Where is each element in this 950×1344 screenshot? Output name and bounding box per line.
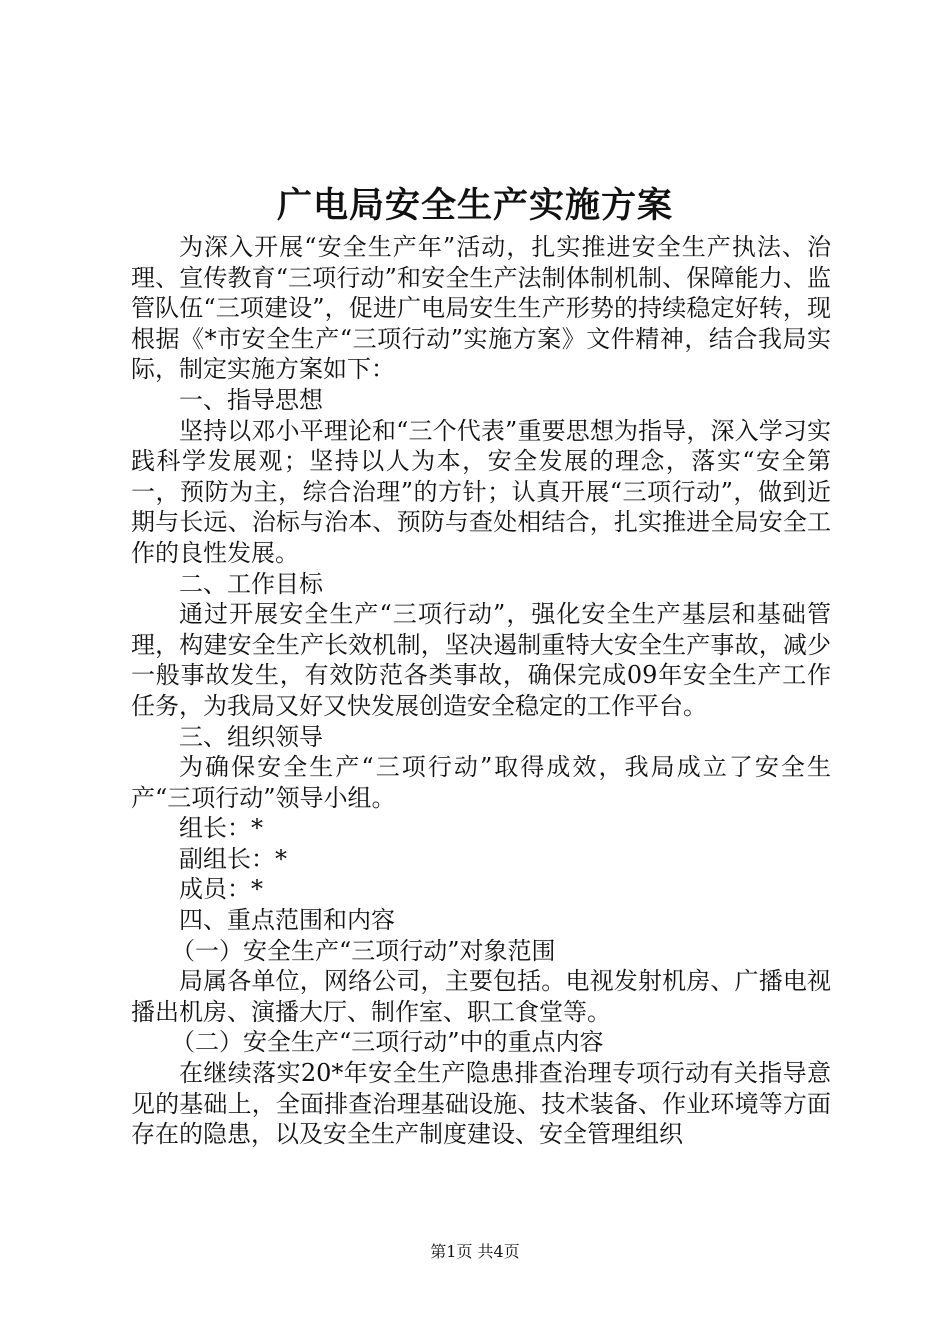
section-heading-guiding-ideology: 一、指导思想 bbox=[179, 385, 323, 414]
members-line: 成员：* bbox=[179, 875, 263, 904]
paragraph-key-content: 在继续落实20*年安全生产隐患排查治理专项行动有关指导意见的基础上，全面排查治理基础设施、技术装备、作业环境等方面存在的隐患，以及安全生产制度建设、安全管理组织 bbox=[131, 1059, 831, 1149]
subsection-heading-key-content: （二）安全生产“三项行动”中的重点内容 bbox=[171, 1028, 604, 1057]
page-footer: 第1页 共4页 bbox=[430, 1242, 520, 1261]
document-body bbox=[131, 232, 831, 1150]
subsection-heading-scope: （一）安全生产“三项行动”对象范围 bbox=[171, 936, 556, 965]
document-title: 广电局安全生产实施方案 bbox=[276, 185, 673, 226]
paragraph-intro: 为深入开展“安全生产年”活动，扎实推进安全生产执法、治理、宣传教育“三项行动”和安全生产法制体制机制、保障能力、监管队伍“三项建设”，促进广电局安生生产形势的持续稳定好转，现根据《*市安全生产“三项行动”实施方案》文件精神，结合我局实际，制定实施方案如下： bbox=[131, 233, 831, 384]
paragraph-work-goals: 通过开展安全生产“三项行动”，强化安全生产基层和基础管理，构建安全生产长效机制，坚决遏制重特大安全生产事故，减少一般事故发生，有效防范各类事故，确保完成09年安全生产工作任务，为我局又好又快发展创造安全稳定的工作平台。 bbox=[131, 600, 831, 720]
paragraph-guiding-ideology: 坚持以邓小平理论和“三个代表”重要思想为指导，深入学习实践科学发展观；坚持以人为本，安全发展的理念，落实“安全第一，预防为主，综合治理”的方针；认真开展“三项行动”，做到近期与长远、治标与治本、预防与查处相结合，扎实推进全局安全工作的良性发展。 bbox=[131, 416, 831, 567]
leader-line: 组长：* bbox=[179, 814, 263, 843]
section-heading-leadership: 三、组织领导 bbox=[179, 722, 323, 751]
deputy-leader-line: 副组长：* bbox=[179, 844, 287, 873]
paragraph-scope: 局属各单位，网络公司，主要包括。电视发射机房、广播电视播出机房、演播大厅、制作室、职工食堂等。 bbox=[131, 967, 831, 1026]
paragraph-leadership: 为确保安全生产“三项行动”取得成效，我局成立了安全生产“三项行动”领导小组。 bbox=[131, 753, 831, 812]
section-heading-work-goals: 二、工作目标 bbox=[179, 569, 323, 598]
section-heading-scope: 四、重点范围和内容 bbox=[179, 906, 395, 935]
